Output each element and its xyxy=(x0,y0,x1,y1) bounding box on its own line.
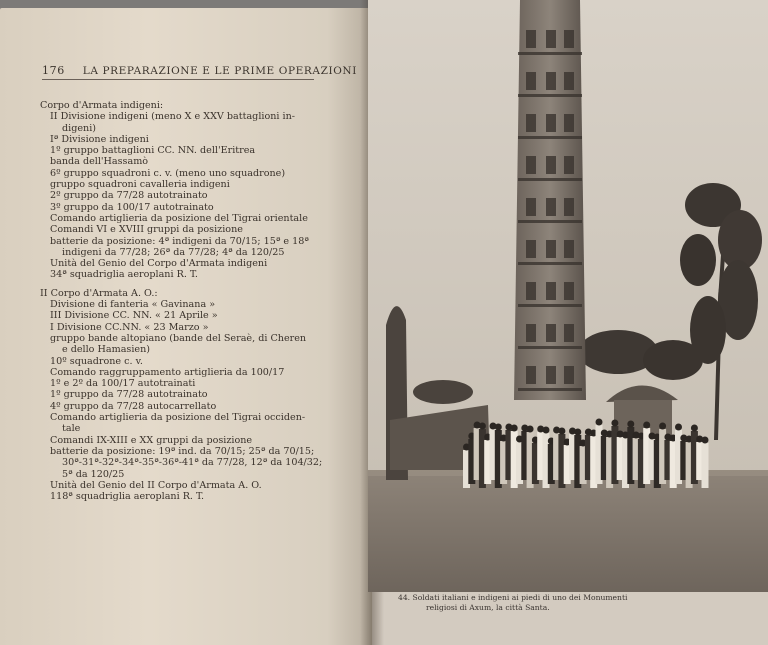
unit-line: tale xyxy=(62,423,81,435)
unit-line: 34ª squadriglia aeroplani R. T. xyxy=(50,269,198,281)
obelisk-window xyxy=(546,366,556,384)
axum-obelisk-photo xyxy=(368,0,768,592)
obelisk-window xyxy=(526,240,536,258)
page-number: 176 xyxy=(42,64,65,77)
person-head xyxy=(495,424,502,431)
obelisk-window xyxy=(564,324,574,342)
obelisk-band xyxy=(518,52,582,55)
person-head xyxy=(543,427,550,434)
running-title: LA PREPARAZIONE E LE PRIME OPERAZIONI xyxy=(82,65,357,77)
obelisk-band xyxy=(518,346,582,349)
obelisk-window xyxy=(564,72,574,90)
running-header xyxy=(42,64,357,80)
obelisk-window xyxy=(526,30,536,48)
caption-line-2: religiosi di Axum, la città Santa. xyxy=(426,603,550,612)
obelisk-window xyxy=(564,366,574,384)
obelisk-band xyxy=(518,136,582,139)
unit-line: II Divisione indigeni (meno X e XXV battaglioni in- xyxy=(50,111,296,123)
unit-line: 1º e 2º da 100/17 autotrainati xyxy=(50,378,196,390)
obelisk-window xyxy=(546,156,556,174)
person-head xyxy=(675,424,682,431)
person-head xyxy=(479,423,486,430)
unit-line: Comando raggruppamento artiglieria da 100/17 xyxy=(50,366,285,378)
ground xyxy=(368,470,768,592)
unit-line: gruppo squadroni cavalleria indigeni xyxy=(50,179,230,191)
obelisk-window xyxy=(546,282,556,300)
unit-line: Divisione di fanteria « Gavinana » xyxy=(50,299,216,311)
obelisk-band xyxy=(518,262,582,265)
photo-caption xyxy=(398,593,758,613)
obelisk-window xyxy=(546,324,556,342)
obelisk-window xyxy=(526,282,536,300)
person-head xyxy=(596,419,603,426)
unit-line: 4º gruppo da 77/28 autocarrellato xyxy=(50,400,217,412)
unit-line: I Divisione CC.NN. « 23 Marzo » xyxy=(50,321,209,333)
unit-line: 30ª-31ª-32ª-34ª-35ª-36ª-41ª da 77/28, 12ª da 104/32; xyxy=(62,457,323,469)
section-gap xyxy=(40,281,360,288)
unit-line: Unità del Genio del II Corpo d'Armata A. O. xyxy=(50,479,262,491)
person-figure xyxy=(702,443,709,488)
person-head xyxy=(702,437,709,444)
unit-line: banda dell'Hassamò xyxy=(50,156,149,168)
unit-line: Unità del Genio del Corpo d'Armata indigeni xyxy=(50,258,268,270)
unit-line: Iª Divisione indigeni xyxy=(50,133,149,145)
obelisk-window xyxy=(526,114,536,132)
person-head xyxy=(558,428,565,435)
unit-line: 3º gruppo da 100/17 autotrainato xyxy=(50,201,214,213)
person-head xyxy=(611,420,618,427)
unit-line: 118ª squadriglia aeroplani R. T. xyxy=(50,491,205,503)
section-heading: II Corpo d'Armata A. O.: xyxy=(40,287,158,299)
obelisk-window xyxy=(526,324,536,342)
obelisk-window xyxy=(526,156,536,174)
unit-line: 2º gruppo da 77/28 autotrainato xyxy=(50,190,208,202)
unit-line: gruppo bande altopiano (bande del Seraè, di Cheren xyxy=(50,332,307,344)
person-head xyxy=(627,421,634,428)
person-head xyxy=(643,422,650,429)
person-head xyxy=(527,426,534,433)
caption-line-1: 44. Soldati italiani e indigeni ai piedi di uno dei Monumenti xyxy=(398,593,628,602)
obelisk-window xyxy=(564,282,574,300)
order-of-battle-text xyxy=(40,100,360,502)
unit-line: Comando artiglieria da posizione del Tigrai occiden- xyxy=(50,412,306,424)
distant-tree xyxy=(413,380,473,404)
unit-line: III Divisione CC. NN. « 21 Aprile » xyxy=(50,310,218,322)
person-head xyxy=(574,429,581,436)
unit-line: Comandi VI e XVIII gruppi da posizione xyxy=(50,224,243,236)
person-head xyxy=(511,425,518,432)
section-heading: Corpo d'Armata indigeni: xyxy=(40,100,164,111)
obelisk-band xyxy=(518,94,582,97)
obelisk-window xyxy=(564,198,574,216)
obelisk-window xyxy=(546,114,556,132)
unit-line: batterie da posizione: 4ª indigeni da 70/15; 15ª e 18ª xyxy=(50,235,309,247)
obelisk-band xyxy=(518,178,582,181)
person-head xyxy=(659,423,666,430)
unit-line: batterie da posizione: 19ª ind. da 70/15; 25ª da 70/15; xyxy=(50,445,315,457)
obelisk-window xyxy=(526,72,536,90)
obelisk-band xyxy=(518,220,582,223)
obelisk-window xyxy=(526,366,536,384)
obelisk-window xyxy=(564,30,574,48)
obelisk-window xyxy=(546,240,556,258)
unit-line: 10º squadrone c. v. xyxy=(50,355,143,367)
unit-line: 6º gruppo squadroni c. v. (meno uno squadrone) xyxy=(50,167,286,179)
person-head xyxy=(691,425,698,432)
unit-line: 5ª da 120/25 xyxy=(62,468,125,480)
unit-line: Comando artiglieria da posizione del Tigrai orientale xyxy=(50,212,308,224)
unit-line: e dello Hamasien) xyxy=(62,344,151,356)
obelisk-window xyxy=(526,198,536,216)
unit-line: 1º gruppo da 77/28 autotrainato xyxy=(50,389,208,401)
obelisk-window xyxy=(564,240,574,258)
obelisk-window xyxy=(546,72,556,90)
unit-line: indigeni da 77/28; 26ª da 77/28; 4ª da 120/25 xyxy=(62,246,285,258)
obelisk-window xyxy=(564,156,574,174)
obelisk-band xyxy=(518,388,582,391)
obelisk-window xyxy=(546,30,556,48)
unit-line: digeni) xyxy=(62,122,97,134)
obelisk-window xyxy=(564,114,574,132)
obelisk-window xyxy=(546,198,556,216)
obelisk-band xyxy=(518,304,582,307)
unit-line: 1º gruppo battaglioni CC. NN. dell'Eritrea xyxy=(50,145,256,157)
unit-line: Comandi IX-XIII e XX gruppi da posizione xyxy=(50,434,253,446)
